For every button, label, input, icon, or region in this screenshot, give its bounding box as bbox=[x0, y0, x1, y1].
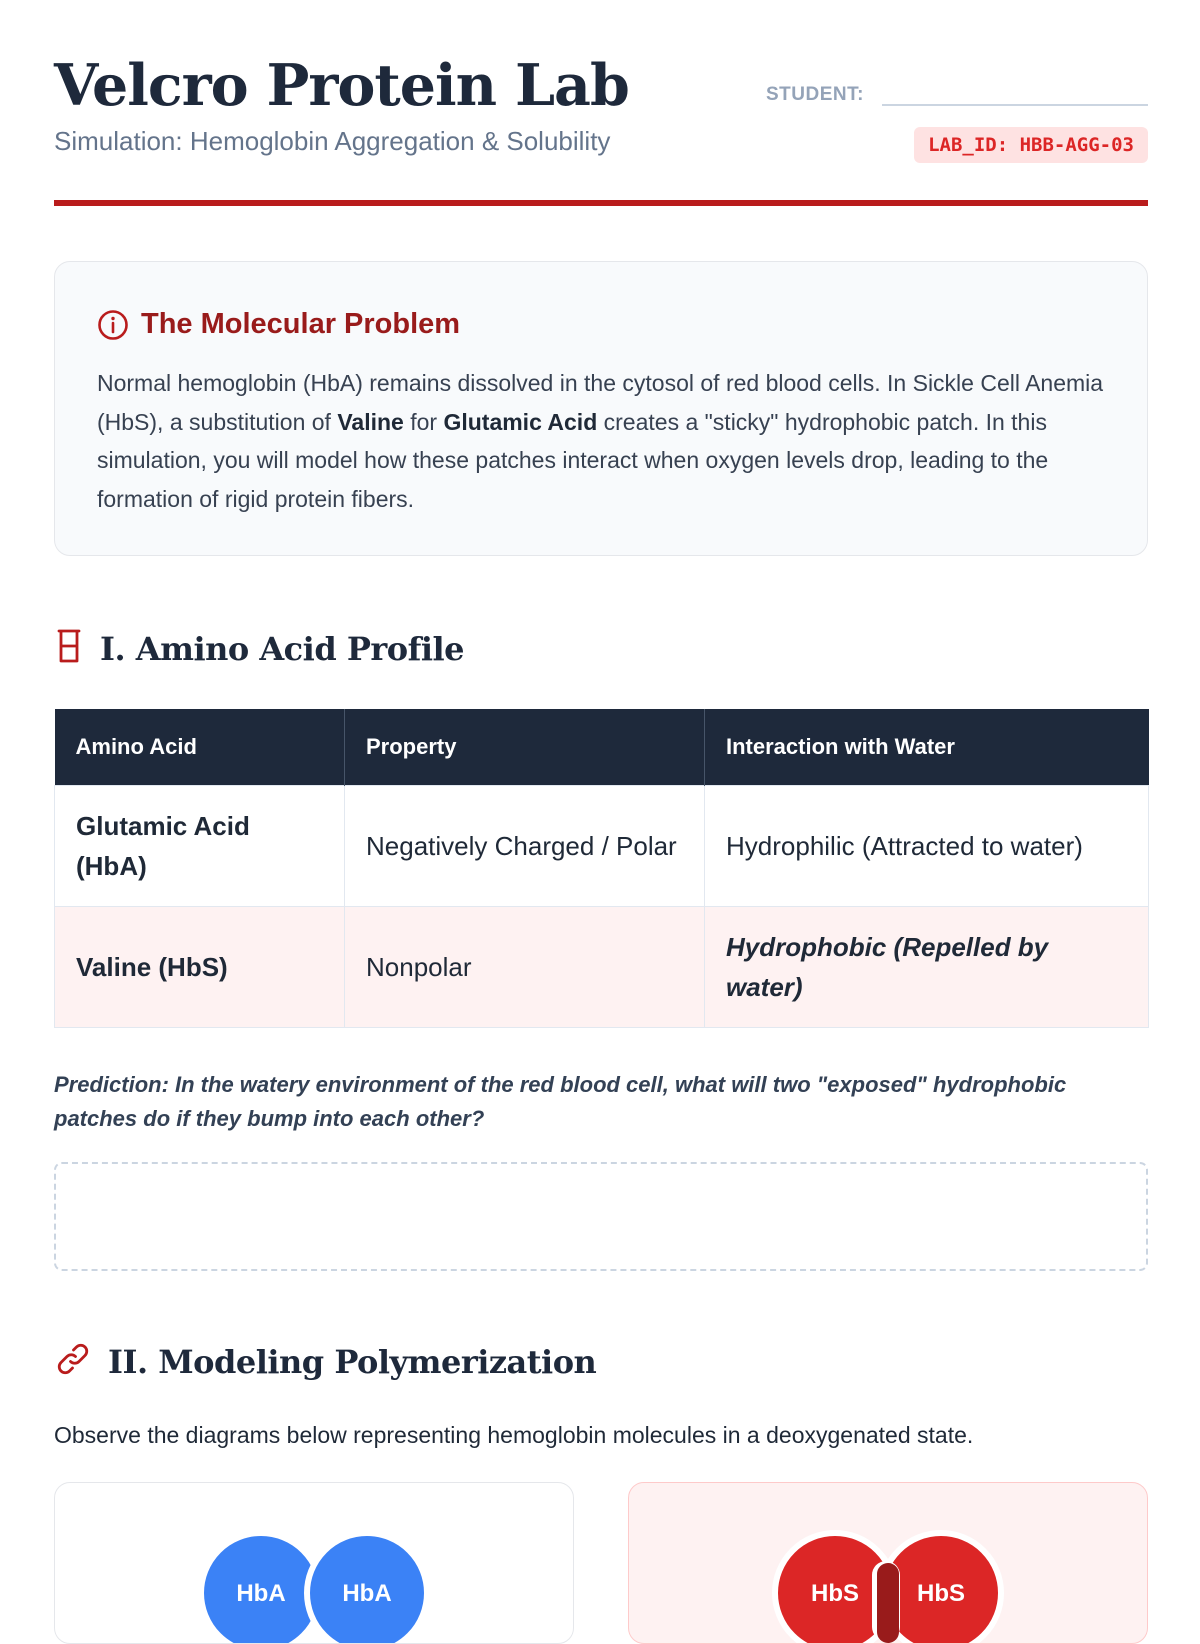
student-name-field[interactable] bbox=[882, 104, 1148, 106]
table-header-row bbox=[55, 709, 1149, 786]
amino-acid-table bbox=[54, 709, 1149, 1028]
worksheet-header bbox=[54, 0, 1148, 206]
lab-id-badge: LAB_ID: HBB-AGG-03 bbox=[914, 127, 1148, 163]
term-glutamic-acid: Glutamic Acid bbox=[443, 408, 598, 435]
problem-text-part: creates a "sticky" hydrophobic patch. In this simulation, you will model how these patches interact when oxygen levels drop, leading to the formation of rigid protein fibers. bbox=[97, 408, 1049, 512]
header-divider bbox=[54, 200, 1148, 206]
hba-label-left: HbA bbox=[236, 1580, 286, 1607]
section-2-intro: Observe the diagrams below representing hemoglobin molecules in a deoxygenated state. bbox=[54, 1422, 974, 1448]
table-cell: Valine (HbS) bbox=[55, 907, 345, 1028]
table-cell: Hydrophobic (Repelled by water) bbox=[705, 907, 1149, 1028]
table-cell: Hydrophilic (Attracted to water) bbox=[705, 786, 1149, 907]
page-subtitle: Simulation: Hemoglobin Aggregation & Solubility bbox=[54, 126, 611, 156]
section-2-heading bbox=[54, 1340, 596, 1383]
link-icon bbox=[54, 1340, 92, 1383]
column-header: Interaction with Water bbox=[705, 709, 1149, 786]
sickle-hemoglobin-diagram bbox=[628, 1482, 1148, 1644]
hbs-label-right: HbS bbox=[917, 1580, 965, 1607]
prediction-answer-box[interactable] bbox=[54, 1162, 1148, 1271]
worksheet-page bbox=[54, 0, 1148, 1607]
hbs-molecules-graphic bbox=[629, 1483, 1147, 1643]
info-icon bbox=[97, 309, 129, 341]
normal-hemoglobin-diagram bbox=[54, 1482, 574, 1644]
table-cell: Negatively Charged / Polar bbox=[345, 786, 705, 907]
molecular-problem-card bbox=[54, 261, 1148, 556]
prediction-prompt: Prediction: In the watery environment of the red blood cell, what will two "exposed" hydrophobic patches do if they bump into each other? bbox=[54, 1072, 1067, 1131]
section-1-heading bbox=[54, 628, 464, 669]
section-2-title: II. Modeling Polymerization bbox=[108, 1342, 597, 1381]
student-label: STUDENT: bbox=[766, 84, 864, 105]
term-valine: Valine bbox=[337, 408, 404, 435]
column-header: Property bbox=[345, 709, 705, 786]
problem-text-part: Normal hemoglobin (HbA) remains dissolved in the cytosol of red blood cells. In Sickle Cell Anemia (HbS), a substitution of bbox=[97, 370, 1104, 435]
hba-label-right: HbA bbox=[342, 1580, 392, 1607]
table-cell: Glutamic Acid (HbA) bbox=[55, 786, 345, 907]
table-row bbox=[55, 786, 1149, 907]
problem-text-part: for bbox=[403, 408, 444, 435]
column-header: Amino Acid bbox=[55, 709, 345, 786]
page-title: Velcro Protein Lab bbox=[54, 52, 629, 119]
table-cell: Nonpolar bbox=[345, 907, 705, 1028]
hbs-label-left: HbS bbox=[811, 1580, 859, 1607]
hba-molecules-graphic bbox=[55, 1483, 573, 1643]
problem-description bbox=[97, 364, 1107, 518]
beaker-icon bbox=[54, 628, 84, 669]
problem-heading bbox=[97, 308, 460, 341]
table-row-highlighted bbox=[55, 907, 1149, 1028]
problem-title: The Molecular Problem bbox=[141, 308, 461, 340]
section-1-title: I. Amino Acid Profile bbox=[100, 629, 465, 668]
hydrophobic-patch-icon bbox=[877, 1563, 899, 1643]
